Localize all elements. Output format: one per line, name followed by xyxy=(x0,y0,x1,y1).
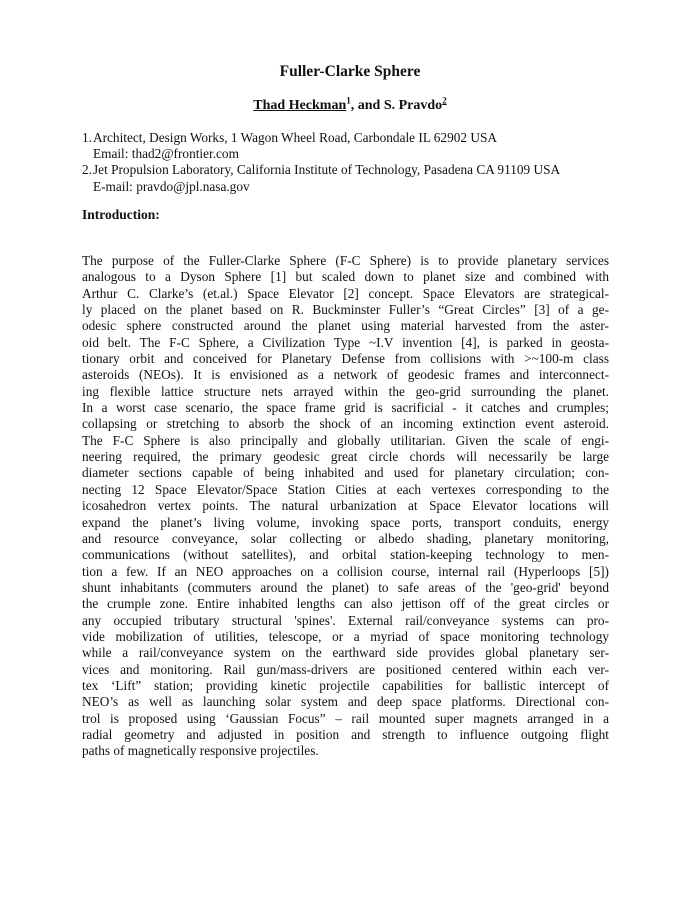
body-paragraph xyxy=(82,253,609,760)
paragraph-line: neering required, the primary geodesic great circle chords will necessarily be large xyxy=(82,449,609,465)
paragraph-line: odesic sphere constructed around the planet using material harvested from the aster- xyxy=(82,318,609,334)
affiliation-number: 1. xyxy=(82,130,92,145)
paragraph-line: tion a few. If an NEO approaches on a collision course, internal rail (Hyperloops [5]) xyxy=(82,563,609,579)
paragraph-line: In a worst case scenario, the space frame grid is sacrificial - it catches and crumples; xyxy=(82,400,609,416)
paragraph-line: and resource conveyance, solar collecting or albedo shading, planetary monitoring, xyxy=(82,530,609,546)
paragraph-line: radial geometry and adjusted in position and strength to influence outgoing flight xyxy=(82,726,609,742)
paragraph-line: tex ‘Lift” station; providing kinetic projectile capabilities for ballistic intercept of xyxy=(82,677,609,693)
author-primary xyxy=(253,98,346,113)
affiliation-list xyxy=(82,130,642,195)
paragraph-line: Arthur C. Clarke’s (et.al.) Space Elevator [2] concept. Space Elevators are strategical- xyxy=(82,285,609,301)
paragraph-line: asteroids (NEOs). It is envisioned as a network of geodesic frames and interconnect- xyxy=(82,367,609,383)
paragraph-line: analogous to a Dyson Sphere [1] but scaled down to planet size and combined with xyxy=(82,269,609,285)
author-separator: , and xyxy=(350,98,384,113)
paragraph-line: The F-C Sphere is also principally and globally utilitarian. Given the scale of engi- xyxy=(82,432,609,448)
paragraph-line: shunt inhabitants (commuters around the planet) to safe areas of the 'geo-grid' beyond xyxy=(82,579,609,595)
paragraph-line: vide mobilization of utilities, telescope, or a myriad of space monitoring technology xyxy=(82,628,609,644)
paragraph-line: ly placed on the planet based on R. Buckminster Fuller’s “Great Circles” [3] of a ge- xyxy=(82,302,609,318)
affiliation-address: Architect, Design Works, 1 Wagon Wheel Road, Carbondale IL 62902 USA xyxy=(93,130,497,145)
author-secondary-affil-mark: 2 xyxy=(442,95,447,106)
affiliation-address: Jet Propulsion Laboratory, California Institute of Technology, Pasadena CA 91109 USA xyxy=(93,162,561,178)
paragraph-line: any occupied tributary structural 'spines'. External rail/conveyance systems can pro- xyxy=(82,612,609,628)
paragraph-line: communications (without satellites), and orbital station-keeping technology to men- xyxy=(82,547,609,563)
paragraph-line: while a rail/conveyance system on the earthward side provides global planetary ser- xyxy=(82,645,609,661)
paragraph-line: the crumple zone. Entire inhabited lengths can also jettison off of the great circles or xyxy=(82,596,609,612)
section-heading: Introduction: xyxy=(82,207,160,222)
author-primary-name: Thad Heckman xyxy=(253,98,347,113)
paragraph-line: trol is proposed using ‘Gaussian Focus” – rail mounted super magnets arranged in a xyxy=(82,710,609,726)
paragraph-line: oid belt. The F-C Sphere, a Civilization Type ~I.V invention [4], is parked in geosta- xyxy=(82,334,609,350)
affiliation-number: 2. xyxy=(82,162,92,178)
author-primary-affil-mark: 1 xyxy=(346,95,351,106)
paragraph-line: The purpose of the Fuller-Clarke Sphere (F-C Sphere) is to provide planetary services xyxy=(82,253,609,268)
author-secondary-name: S. Pravdo xyxy=(383,98,443,113)
paragraph-line: NEO’s as well as launching solar system and deep space platforms. Directional con- xyxy=(82,694,609,710)
paragraph-line: expand the planet’s living volume, invoking space ports, transport conduits, energy xyxy=(82,514,609,530)
affiliation-item xyxy=(82,130,642,162)
affiliation-email: E-mail: pravdo@jpl.nasa.gov xyxy=(93,178,250,194)
paragraph-line: diameter sections capable of being inhabited and used for planetary circulation; con- xyxy=(82,465,609,481)
paragraph-line: icosahedron vertex points. The natural urbanization at Space Elevator locations will xyxy=(82,498,609,514)
paragraph-line: collapsing or stretching to absorb the shock of an incoming extinction event asteroid. xyxy=(82,416,609,432)
paragraph-line: vices and monitoring. Rail gun/mass-drivers are positioned centered within each ver- xyxy=(82,661,609,677)
affiliation-item xyxy=(82,162,642,194)
paragraph-line: ing flexible lattice structure nets arrayed within the geo-grid surrounding the planet. xyxy=(82,383,609,399)
paper-title: Fuller-Clarke Sphere xyxy=(279,63,421,80)
affiliation-email: Email: thad2@frontier.com xyxy=(93,146,239,162)
paragraph-line: necting 12 Space Elevator/Space Station Cities at each vertexes corresponding to the xyxy=(82,481,609,497)
paragraph-line: paths of magnetically responsive projectiles. xyxy=(82,743,319,759)
author-line xyxy=(0,96,700,116)
paragraph-line: tionary orbit and conceived for Planetary Defense from collisions with >~100-m class xyxy=(82,351,609,367)
